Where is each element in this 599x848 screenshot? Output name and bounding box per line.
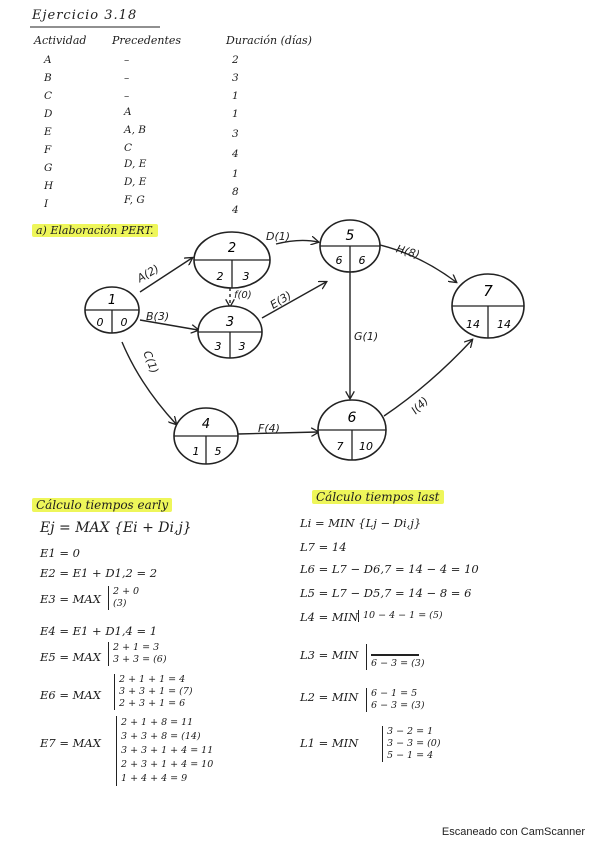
early-formula: Ej = MAX {Ei + Di,j} bbox=[40, 520, 192, 536]
node-late: 0 bbox=[120, 316, 128, 329]
early-e3-terms bbox=[108, 586, 139, 610]
table-header-activity: Actividad bbox=[34, 34, 87, 47]
term: 2 + 3 + 1 = 6 bbox=[119, 698, 186, 709]
term: 2 + 1 = 3 bbox=[113, 642, 160, 653]
table-cell: D, E bbox=[124, 176, 147, 188]
arc-label-dummy: f(0) bbox=[234, 290, 252, 301]
scanner-watermark: Escaneado con CamScanner bbox=[441, 826, 585, 838]
arc-label-c: C(1) bbox=[140, 348, 162, 376]
arc-label-b: B(3) bbox=[146, 310, 170, 323]
arc-label-d: D(1) bbox=[266, 230, 291, 243]
late-l3-lhs: L3 = MIN bbox=[300, 648, 359, 662]
node-early: 3 bbox=[214, 340, 222, 353]
node-early: 0 bbox=[96, 316, 104, 329]
term: 2 + 1 + 8 = 11 bbox=[121, 717, 194, 728]
table-cell: – bbox=[124, 90, 130, 102]
table-cell: 3 bbox=[232, 72, 239, 84]
node-id: 4 bbox=[201, 417, 211, 432]
table-cell: A bbox=[124, 106, 132, 118]
table-cell: 1 bbox=[232, 90, 239, 102]
node-late: 14 bbox=[497, 318, 511, 331]
node-early: 1 bbox=[192, 445, 200, 458]
table-cell: 1 bbox=[232, 168, 239, 180]
table-cell: I bbox=[44, 198, 49, 210]
table-cell: B bbox=[44, 72, 52, 84]
late-l6: L6 = L7 − D6,7 = 14 − 4 = 10 bbox=[300, 562, 479, 576]
early-e5-lhs: E5 = MAX bbox=[40, 650, 101, 664]
term: 2 + 3 + 1 + 4 = 10 bbox=[121, 759, 214, 770]
node-id: 6 bbox=[347, 410, 357, 426]
table-cell: E bbox=[44, 126, 52, 138]
term: 2 + 1 + 1 = 4 bbox=[119, 674, 186, 685]
pert-node bbox=[318, 400, 386, 460]
early-e7-lhs: E7 = MAX bbox=[40, 736, 101, 750]
late-l2-lhs: L2 = MIN bbox=[300, 690, 359, 704]
term: 6 − 3 = (3) bbox=[371, 700, 425, 711]
late-heading-text: Cálculo tiempos last bbox=[312, 490, 444, 504]
arc-label-a: A(2) bbox=[134, 262, 162, 286]
late-l4-lhs: L4 = MIN bbox=[300, 610, 359, 624]
early-e7-terms bbox=[116, 716, 213, 786]
node-id: 1 bbox=[107, 293, 117, 308]
table-cell: – bbox=[124, 54, 130, 66]
arc-label-e: E(3) bbox=[267, 288, 294, 312]
term: 3 + 3 + 1 = (7) bbox=[119, 686, 193, 697]
arc-label-h: H(8) bbox=[394, 242, 422, 262]
late-l7: L7 = 14 bbox=[300, 540, 347, 554]
table-cell: 1 bbox=[232, 108, 239, 120]
table-cell: F, G bbox=[124, 194, 145, 206]
pert-node bbox=[198, 306, 262, 358]
late-l4-terms bbox=[358, 610, 443, 622]
node-id: 5 bbox=[345, 228, 355, 244]
table-cell: A, B bbox=[124, 124, 146, 136]
table-cell: 2 bbox=[232, 54, 239, 66]
pert-node bbox=[320, 220, 380, 272]
arc-label-g: G(1) bbox=[354, 330, 379, 343]
pert-node bbox=[194, 232, 270, 288]
term: 1 + 4 + 4 = 9 bbox=[121, 773, 188, 784]
arc-label-i: I(4) bbox=[408, 394, 432, 417]
table-cell: C bbox=[44, 90, 53, 102]
early-e1: E1 = 0 bbox=[40, 546, 80, 560]
late-l5: L5 = L7 − D5,7 = 14 − 8 = 6 bbox=[300, 586, 472, 600]
term: 3 + 3 + 1 + 4 = 11 bbox=[121, 745, 214, 756]
node-late: 5 bbox=[214, 445, 222, 458]
late-formula: Li = MIN {Lj − Di,j} bbox=[300, 516, 422, 530]
early-e2: E2 = E1 + D1,2 = 2 bbox=[40, 566, 158, 580]
struck-term bbox=[371, 644, 419, 656]
term: 3 − 2 = 1 bbox=[387, 726, 434, 737]
table-cell: C bbox=[124, 142, 133, 154]
node-late: 3 bbox=[238, 340, 246, 353]
table-cell: – bbox=[124, 72, 130, 84]
table-cell: D, E bbox=[124, 158, 147, 170]
late-l3-terms bbox=[366, 644, 425, 670]
late-l1-terms bbox=[382, 726, 441, 762]
term: 3 + 3 + 8 = (14) bbox=[121, 731, 201, 742]
table-cell: 4 bbox=[232, 204, 239, 216]
node-id: 7 bbox=[483, 282, 493, 300]
term: 6 − 3 = (3) bbox=[371, 658, 425, 669]
late-l2-terms bbox=[366, 688, 425, 712]
table-cell: D bbox=[44, 108, 53, 120]
node-id: 3 bbox=[225, 315, 235, 330]
node-late: 3 bbox=[242, 270, 250, 283]
table-cell: H bbox=[44, 180, 54, 192]
table-cell: F bbox=[44, 144, 52, 156]
term: 2 + 0 bbox=[113, 586, 140, 597]
node-early: 2 bbox=[216, 270, 224, 283]
arc-label-f: F(4) bbox=[258, 422, 280, 435]
node-late: 6 bbox=[358, 254, 366, 267]
pert-heading-text: a) Elaboración PERT. bbox=[32, 224, 158, 237]
early-heading-text: Cálculo tiempos early bbox=[32, 498, 172, 512]
table-cell: 3 bbox=[232, 128, 239, 140]
early-e6-terms bbox=[114, 674, 193, 710]
term: 10 − 4 − 1 = (5) bbox=[363, 610, 443, 621]
early-e4: E4 = E1 + D1,4 = 1 bbox=[40, 624, 158, 638]
early-e6-lhs: E6 = MAX bbox=[40, 688, 101, 702]
late-heading bbox=[312, 490, 444, 504]
pert-node bbox=[174, 408, 238, 464]
pert-node bbox=[452, 274, 524, 338]
late-l1-lhs: L1 = MIN bbox=[300, 736, 359, 750]
term: 6 − 1 = 5 bbox=[371, 688, 418, 699]
table-cell: 8 bbox=[232, 186, 239, 198]
table-cell: 4 bbox=[232, 148, 239, 160]
exercise-title: Ejercicio 3.18 bbox=[32, 8, 138, 23]
table-cell: G bbox=[44, 162, 53, 174]
early-e5-terms bbox=[108, 642, 167, 666]
term: 3 − 3 = (0) bbox=[387, 738, 441, 749]
table-header-duration: Duración (días) bbox=[226, 34, 312, 47]
node-early: 6 bbox=[335, 254, 343, 267]
early-e3-lhs: E3 = MAX bbox=[40, 592, 101, 606]
table-header-precedents: Precedentes bbox=[112, 34, 182, 47]
node-early: 14 bbox=[466, 318, 480, 331]
node-early: 7 bbox=[336, 440, 344, 453]
node-late: 10 bbox=[359, 440, 373, 453]
table-cell: A bbox=[44, 54, 52, 66]
early-heading bbox=[32, 498, 172, 512]
term: 5 − 1 = 4 bbox=[387, 750, 434, 761]
term: (3) bbox=[113, 598, 127, 609]
pert-node bbox=[85, 287, 139, 333]
term: 3 + 3 = (6) bbox=[113, 654, 167, 665]
node-id: 2 bbox=[227, 241, 237, 256]
